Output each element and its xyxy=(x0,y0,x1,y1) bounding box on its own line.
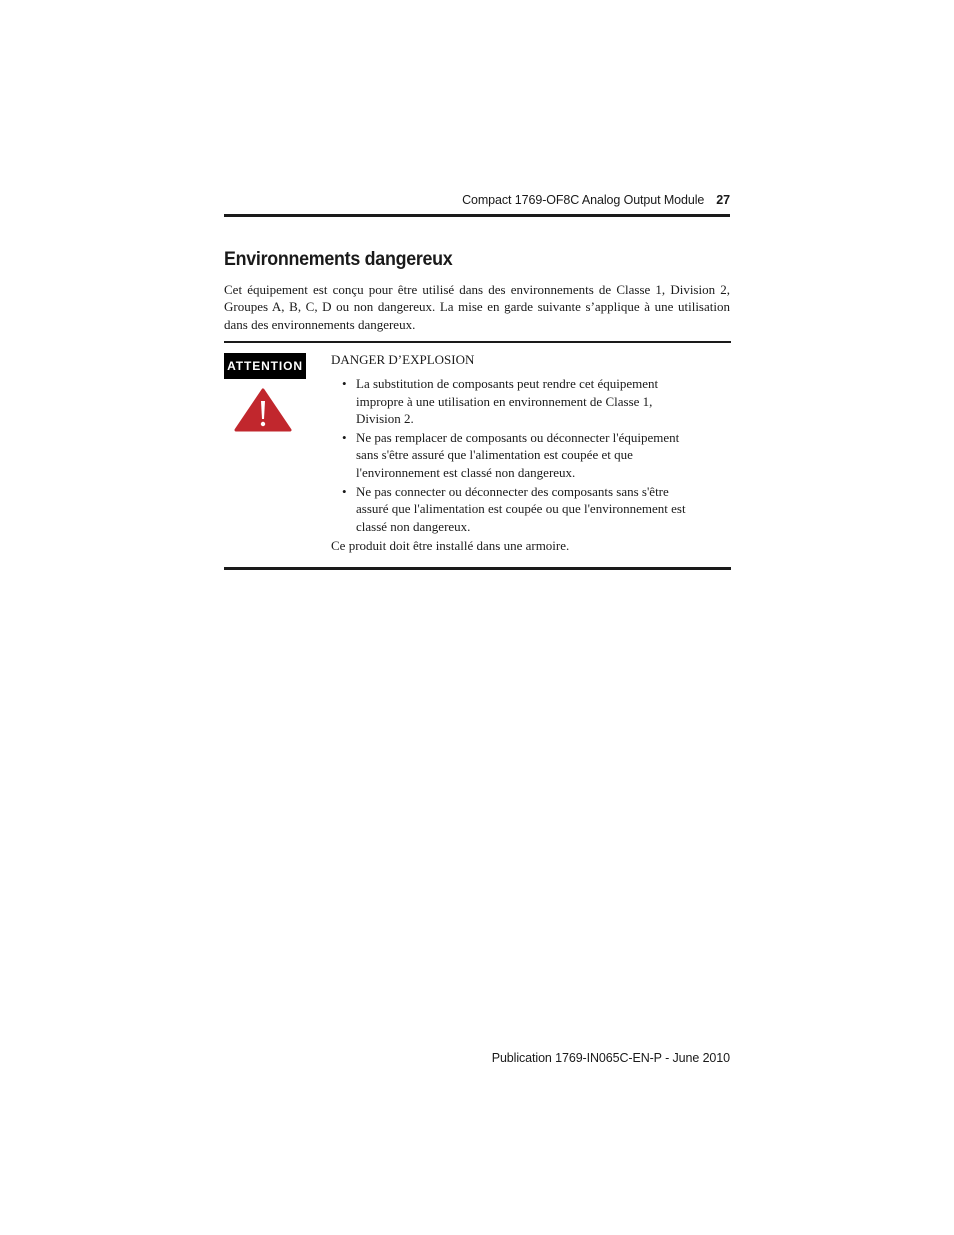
attention-bullet-item xyxy=(331,483,691,535)
warning-triangle-icon xyxy=(233,387,293,433)
publication-footer: Publication 1769-IN065C-EN-P - June 2010 xyxy=(491,1051,730,1065)
bullet-marker: • xyxy=(342,484,347,500)
attention-bullet-text: Ne pas connecter ou déconnecter des composants sans s'être assuré que l'alimentation est coupée ou que l'environnement est classé non dangereux. xyxy=(356,484,686,534)
bullet-marker: • xyxy=(342,430,347,446)
attention-label: ATTENTION xyxy=(224,353,306,379)
attention-body xyxy=(331,351,701,554)
bullet-marker: • xyxy=(342,376,347,392)
danger-heading: DANGER D’EXPLOSION xyxy=(331,352,475,367)
intro-paragraph: Cet équipement est conçu pour être utilisé dans des environnements de Classe 1, Division 2, Groupes A, B, C, D ou non dangereux. La mise en garde suivante s’applique à une utilisation dans des environnements dangereux. xyxy=(224,282,730,332)
attention-box-bottom-rule xyxy=(224,567,731,570)
header-rule xyxy=(224,214,730,217)
attention-bullet-list xyxy=(331,375,701,535)
attention-bullet-item xyxy=(331,429,691,481)
attention-closing-text: Ce produit doit être installé dans une armoire. xyxy=(331,537,570,553)
page-number: 27 xyxy=(716,193,730,207)
attention-bullet-text: Ne pas remplacer de composants ou déconnecter l'équipement sans s'être assuré que l'alimentation est coupée et que l'environnement est classé non dangereux. xyxy=(356,430,680,480)
section-title: Environnements dangereux xyxy=(224,249,453,270)
running-header-title: Compact 1769-OF8C Analog Output Module xyxy=(462,193,705,207)
attention-bullet-text: La substitution de composants peut rendre cet équipement impropre à une utilisation en environnement de Classe 1, Division 2. xyxy=(356,376,659,426)
running-header xyxy=(224,192,730,208)
attention-bullet-item xyxy=(331,375,691,427)
attention-box-top-rule xyxy=(224,341,731,343)
